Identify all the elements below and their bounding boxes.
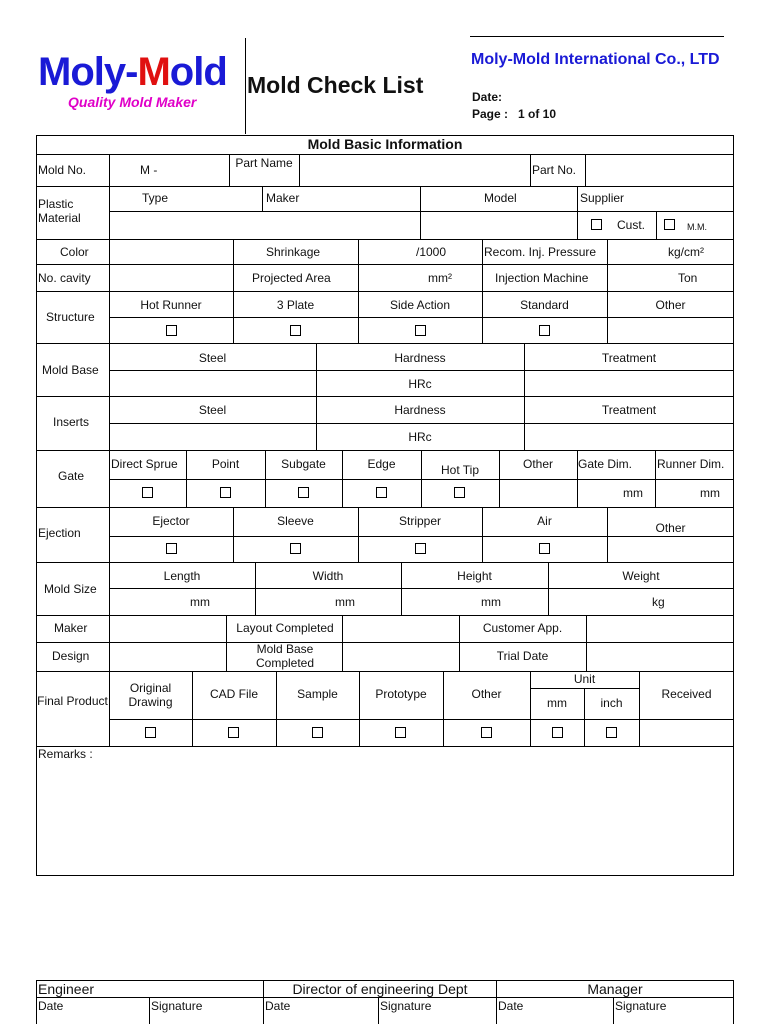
point-checkbox[interactable] [220,487,231,498]
manager-label: Manager [587,981,643,997]
length-header: Length [163,569,201,583]
engineer-date-label: Date [38,999,64,1013]
no-cavity-label: No. cavity [38,271,91,285]
sleeve-checkbox[interactable] [290,543,301,554]
page-label: Page : [472,107,509,121]
air-checkbox[interactable] [539,543,550,554]
company-name: Moly-Mold International Co., LTD [471,51,720,68]
hot-tip-label: Hot Tip [440,463,479,477]
ejection-label: Ejection [38,526,81,540]
part-name-label: Part Name [235,156,293,170]
weight-unit: kg [652,595,665,609]
manager-date-label: Date [498,999,524,1013]
mm-checkbox[interactable] [664,219,675,230]
ejection-other-label: Other [655,521,686,535]
cust-label: Cust. [617,218,646,232]
mold-no-label: Mold No. [38,163,87,177]
stripper-checkbox[interactable] [415,543,426,554]
cad-file-checkbox[interactable] [228,727,239,738]
tagline: Quality Mold Maker [68,94,197,110]
unit-header: Unit [573,672,596,686]
three-plate-checkbox[interactable] [290,325,301,336]
director-signature-label: Signature [380,999,432,1013]
part-no-label: Part No. [532,163,577,177]
engineer-label: Engineer [38,981,95,997]
received-label: Received [661,687,712,701]
form-grid-lines [36,135,734,876]
color-label: Color [60,245,89,259]
injection-machine-label: Injection Machine [495,271,589,285]
edge-checkbox[interactable] [376,487,387,498]
type-header: Type [142,191,169,205]
sleeve-label: Sleeve [277,514,314,528]
length-unit: mm [190,595,210,609]
side-action-label: Side Action [389,298,451,312]
shrinkage-unit: /1000 [416,245,447,259]
stripper-label: Stripper [398,514,442,528]
ejector-label: Ejector [152,514,190,528]
ejector-checkbox[interactable] [166,543,177,554]
pressure-unit: kg/cm² [668,245,704,259]
air-label: Air [537,514,552,528]
manager-signature-label: Signature [615,999,667,1013]
mold-base-completed-label: Mold Base Completed [255,642,315,670]
signoff-table [36,980,734,1024]
mold-size-label: Mold Size [44,582,97,596]
page-indicator [472,107,556,121]
height-unit: mm [481,595,501,609]
final-other-checkbox[interactable] [481,727,492,738]
maker-header: Maker [266,191,300,205]
gate-label: Gate [58,469,85,483]
logo-letter-m2: M [137,50,170,94]
inserts-treatment-header: Treatment [601,403,657,417]
layout-completed-label: Layout Completed [236,621,334,635]
runner-dim-label: Runner Dim. [657,457,725,471]
customer-app-label: Customer App. [482,621,563,635]
supplier-header: Supplier [580,191,625,205]
direct-sprue-label: Direct Sprue [111,457,178,471]
section-title: Mold Basic Information [307,136,463,152]
plastic-material-label: Plastic Material [38,197,81,225]
mm-short-label: M.M. [687,222,707,232]
cad-file-label: CAD File [209,687,258,701]
subgate-label: Subgate [281,457,326,471]
projected-area-label: Projected Area [252,271,331,285]
unit-inch-label: inch [600,696,623,710]
width-header: Width [312,569,344,583]
hot-runner-checkbox[interactable] [166,325,177,336]
logo-letter-m1: M [38,50,71,94]
maker-row-label: Maker [54,621,88,635]
model-header: Model [484,191,517,205]
area-unit: mm² [428,271,452,285]
final-other-label: Other [471,687,502,701]
inserts-hrc-unit: HRc [408,430,432,444]
director-label: Director of engineering Dept [292,981,468,997]
standard-label: Standard [520,298,569,312]
side-action-checkbox[interactable] [415,325,426,336]
mold-base-treatment-header: Treatment [601,351,657,365]
sample-checkbox[interactable] [312,727,323,738]
design-label: Design [52,649,90,663]
ton-unit: Ton [678,271,698,285]
hot-runner-label: Hot Runner [140,298,202,312]
three-plate-label: 3 Plate [276,298,315,312]
header-divider [245,38,246,134]
prototype-label: Prototype [375,687,427,701]
direct-sprue-checkbox[interactable] [142,487,153,498]
unit-mm-label: mm [547,696,567,710]
logo-text-oly: oly- [70,50,138,94]
standard-checkbox[interactable] [539,325,550,336]
mold-base-steel-header: Steel [198,351,227,365]
unit-mm-checkbox[interactable] [552,727,563,738]
subgate-checkbox[interactable] [298,487,309,498]
director-date-label: Date [265,999,291,1013]
unit-inch-checkbox[interactable] [606,727,617,738]
header-top-line [470,36,724,37]
edge-label: Edge [367,457,396,471]
mold-base-hrc-unit: HRc [408,377,432,391]
shrinkage-label: Shrinkage [266,245,321,259]
original-drawing-label: Original Drawing [128,681,173,709]
inj-pressure-label: Recom. Inj. Pressure [484,245,597,259]
trial-date-label: Trial Date [496,649,549,663]
final-product-label: Final Product [37,694,108,708]
sample-label: Sample [297,687,338,701]
inserts-label: Inserts [53,415,90,429]
gate-other-label: Other [522,457,553,471]
width-unit: mm [335,595,355,609]
logo-text-old: old [169,50,227,94]
remarks-label: Remarks : [38,747,93,761]
hot-tip-checkbox[interactable] [454,487,465,498]
height-header: Height [457,569,492,583]
weight-header: Weight [622,569,660,583]
point-label: Point [211,457,240,471]
page-value: 1 of 10 [518,107,557,121]
gate-dim-unit: mm [623,486,643,500]
engineer-signature-label: Signature [151,999,203,1013]
structure-other-label: Other [655,298,686,312]
page-title: Mold Check List [247,72,424,98]
company-logo [38,50,227,94]
mold-check-form [36,135,734,876]
original-drawing-checkbox[interactable] [145,727,156,738]
mold-base-hardness-header: Hardness [394,351,446,365]
inserts-steel-header: Steel [198,403,227,417]
gate-dim-label: Gate Dim. [578,457,633,471]
cust-checkbox[interactable] [591,219,602,230]
mold-no-field[interactable]: M - [140,163,158,177]
runner-dim-unit: mm [700,486,720,500]
inserts-hardness-header: Hardness [394,403,446,417]
mold-base-label: Mold Base [42,363,99,377]
date-label: Date: [472,90,503,104]
prototype-checkbox[interactable] [395,727,406,738]
structure-label: Structure [46,310,95,324]
